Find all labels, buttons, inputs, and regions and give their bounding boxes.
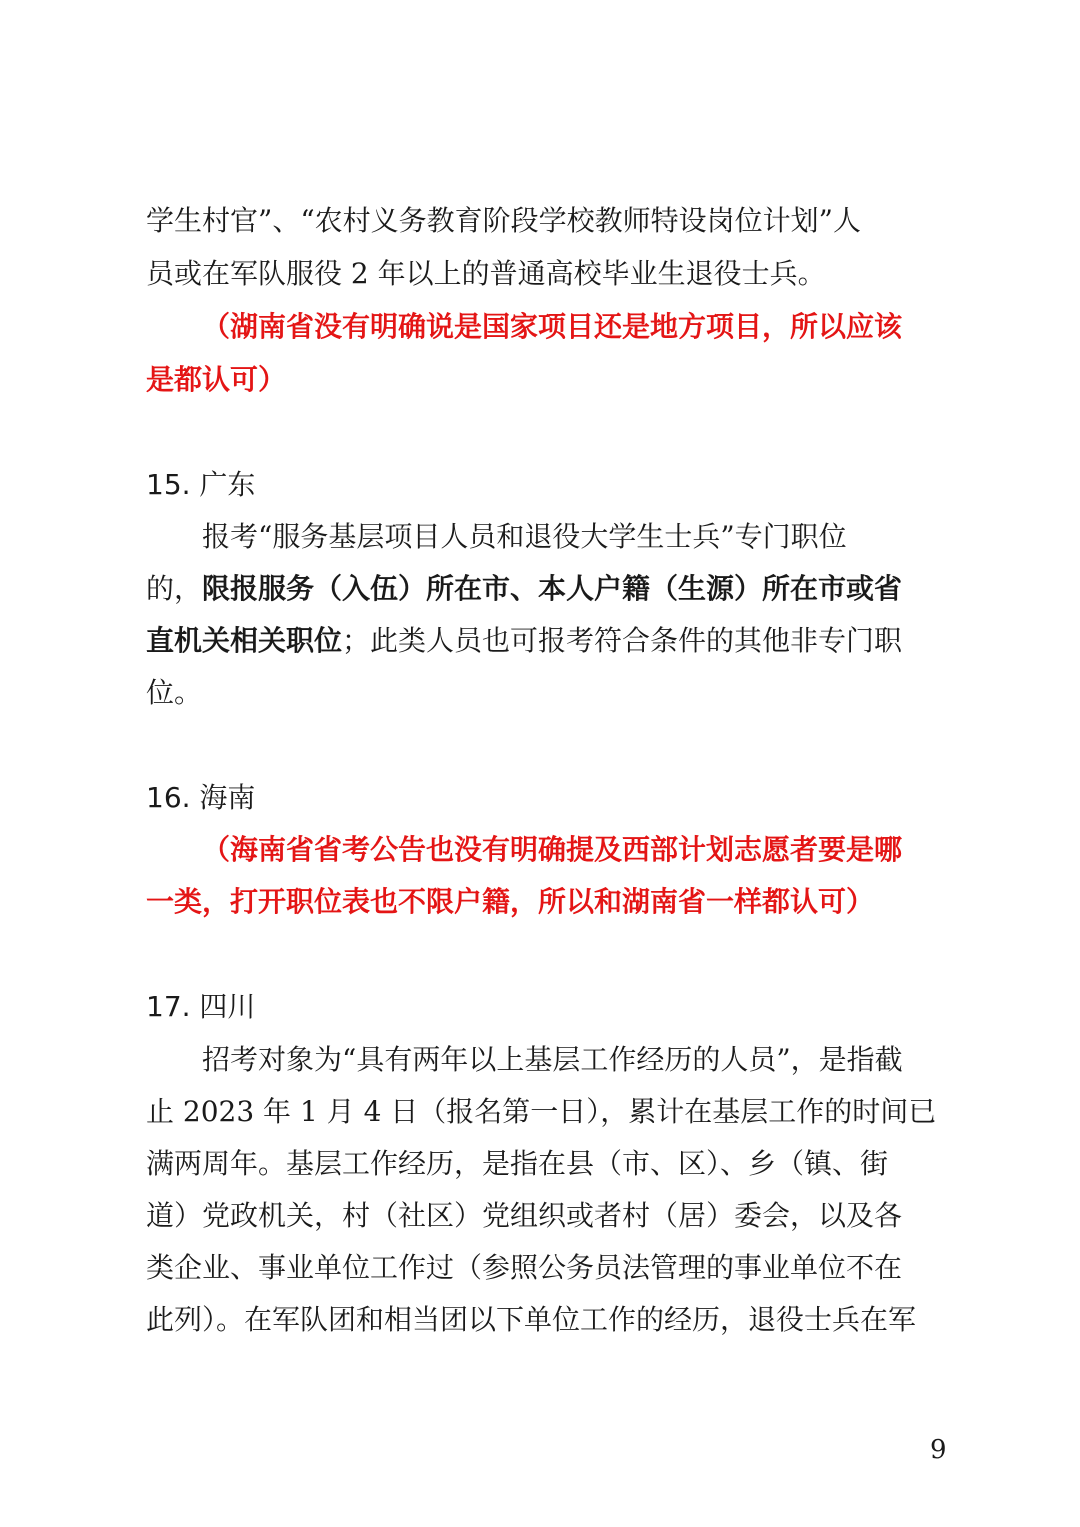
plain-text: 的， <box>146 572 203 605</box>
body-text-line: 类企业、事业单位工作过（参照公务员法管理的事业单位不在 <box>146 1251 903 1284</box>
note-text-line: （海南省省考公告也没有明确提及西部计划志愿者要是哪 <box>202 833 903 866</box>
note-text-line: （湖南省没有明确说是国家项目还是地方项目，所以应该 <box>202 310 903 343</box>
section-heading: 16. 海南 <box>146 781 256 814</box>
note-text-line: 是都认可） <box>146 363 287 396</box>
body-text-line: 此列）。在军队团和相当团以下单位工作的经历，退役士兵在军 <box>146 1303 917 1336</box>
bold-text: 直机关相关职位 <box>146 624 343 657</box>
body-text-line: 位。 <box>146 676 203 709</box>
plain-text: ；此类人员也可报考符合条件的其他非专门职 <box>342 624 903 657</box>
body-text-line: 学生村官”、“农村义务教育阶段学校教师特设岗位计划”人 <box>146 204 861 237</box>
section-heading: 17. 四川 <box>146 990 256 1023</box>
body-text-line: 止 2023 年 1 月 4 日（报名第一日），累计在基层工作的时间已 <box>146 1095 937 1128</box>
body-text-line: 道）党政机关，村（社区）党组织或者村（居）委会，以及各 <box>146 1199 903 1232</box>
section-heading: 15. 广东 <box>146 468 256 501</box>
body-text-line <box>146 569 902 609</box>
body-text-line: 员或在军队服役 2 年以上的普通高校毕业生退役士兵。 <box>146 257 826 290</box>
body-text-line: 满两周年。基层工作经历，是指在县（市、区）、乡（镇、街 <box>146 1147 889 1180</box>
bold-text: 限报服务（入伍）所在市、本人户籍（生源）所在市或省 <box>202 572 903 605</box>
body-text-line <box>146 621 902 661</box>
note-text-line: 一类，打开职位表也不限户籍，所以和湖南省一样都认可） <box>146 885 875 918</box>
body-text-line: 报考“服务基层项目人员和退役大学生士兵”专门职位 <box>202 520 847 553</box>
body-text-line: 招考对象为“具有两年以上基层工作经历的人员”，是指截 <box>202 1043 903 1076</box>
page-number: 9 <box>930 1435 947 1465</box>
